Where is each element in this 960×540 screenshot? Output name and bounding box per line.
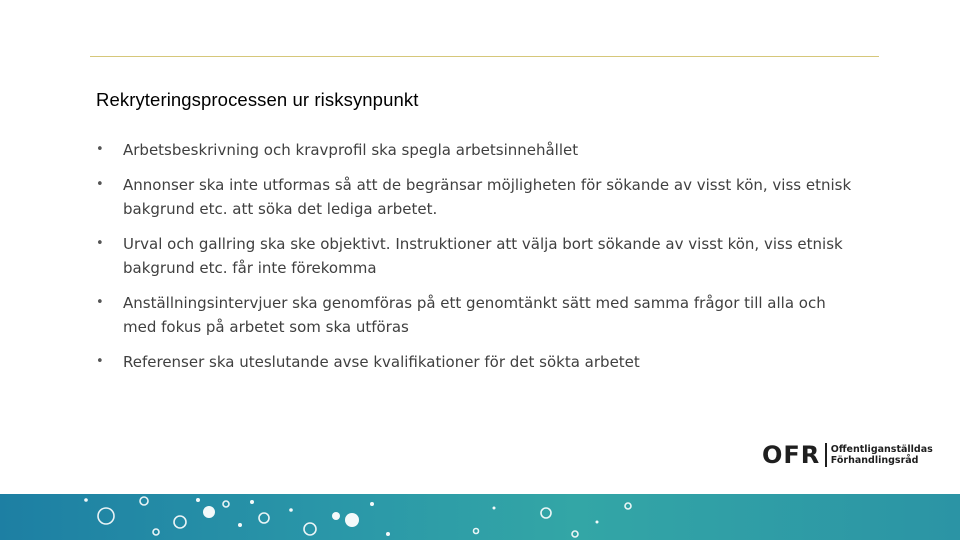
footer-decorative-band — [0, 494, 960, 540]
bullet-item — [96, 291, 856, 339]
bullet-dot: • — [96, 295, 104, 310]
bullet-text: Referenser ska uteslutande avse kvalifikationer för det sökta arbetet — [123, 353, 640, 371]
logo-wordmark — [831, 444, 933, 466]
bullet-dot: • — [96, 177, 104, 192]
bullet-text: Arbetsbeskrivning och kravprofil ska spegla arbetsinnehållet — [123, 141, 579, 159]
bullet-list — [96, 138, 856, 385]
bullet-item — [96, 350, 856, 374]
bullet-dot: • — [96, 354, 104, 369]
logo-mark: OFR — [762, 441, 821, 469]
footer-circles-pattern — [0, 494, 960, 540]
ofr-logo — [762, 441, 933, 469]
bullet-item — [96, 173, 856, 221]
bullet-item — [96, 138, 856, 162]
bullet-text: Urval och gallring ska ske objektivt. Instruktioner att välja bort sökande av visst kön, viss etnisk bakgrund etc. får inte förekomma — [123, 235, 843, 277]
bullet-item — [96, 232, 856, 280]
logo-line-1: Offentliganställdas — [830, 444, 933, 455]
bullet-text: Annonser ska inte utformas så att de begränsar möjligheten för sökande av visst kön, viss etnisk bakgrund etc. att söka det lediga arbetet. — [123, 176, 852, 218]
bullet-dot: • — [96, 142, 104, 157]
logo-separator — [825, 443, 827, 467]
slide-title: Rekryteringsprocessen ur risksynpunkt — [96, 89, 419, 110]
bullet-dot: • — [96, 236, 104, 251]
top-divider-line — [90, 56, 879, 57]
logo-line-2: Förhandlingsråd — [830, 455, 919, 466]
bullet-text: Anställningsintervjuer ska genomföras på ett genomtänkt sätt med samma frågor till alla och med fokus på arbetet som ska utföras — [123, 294, 826, 336]
